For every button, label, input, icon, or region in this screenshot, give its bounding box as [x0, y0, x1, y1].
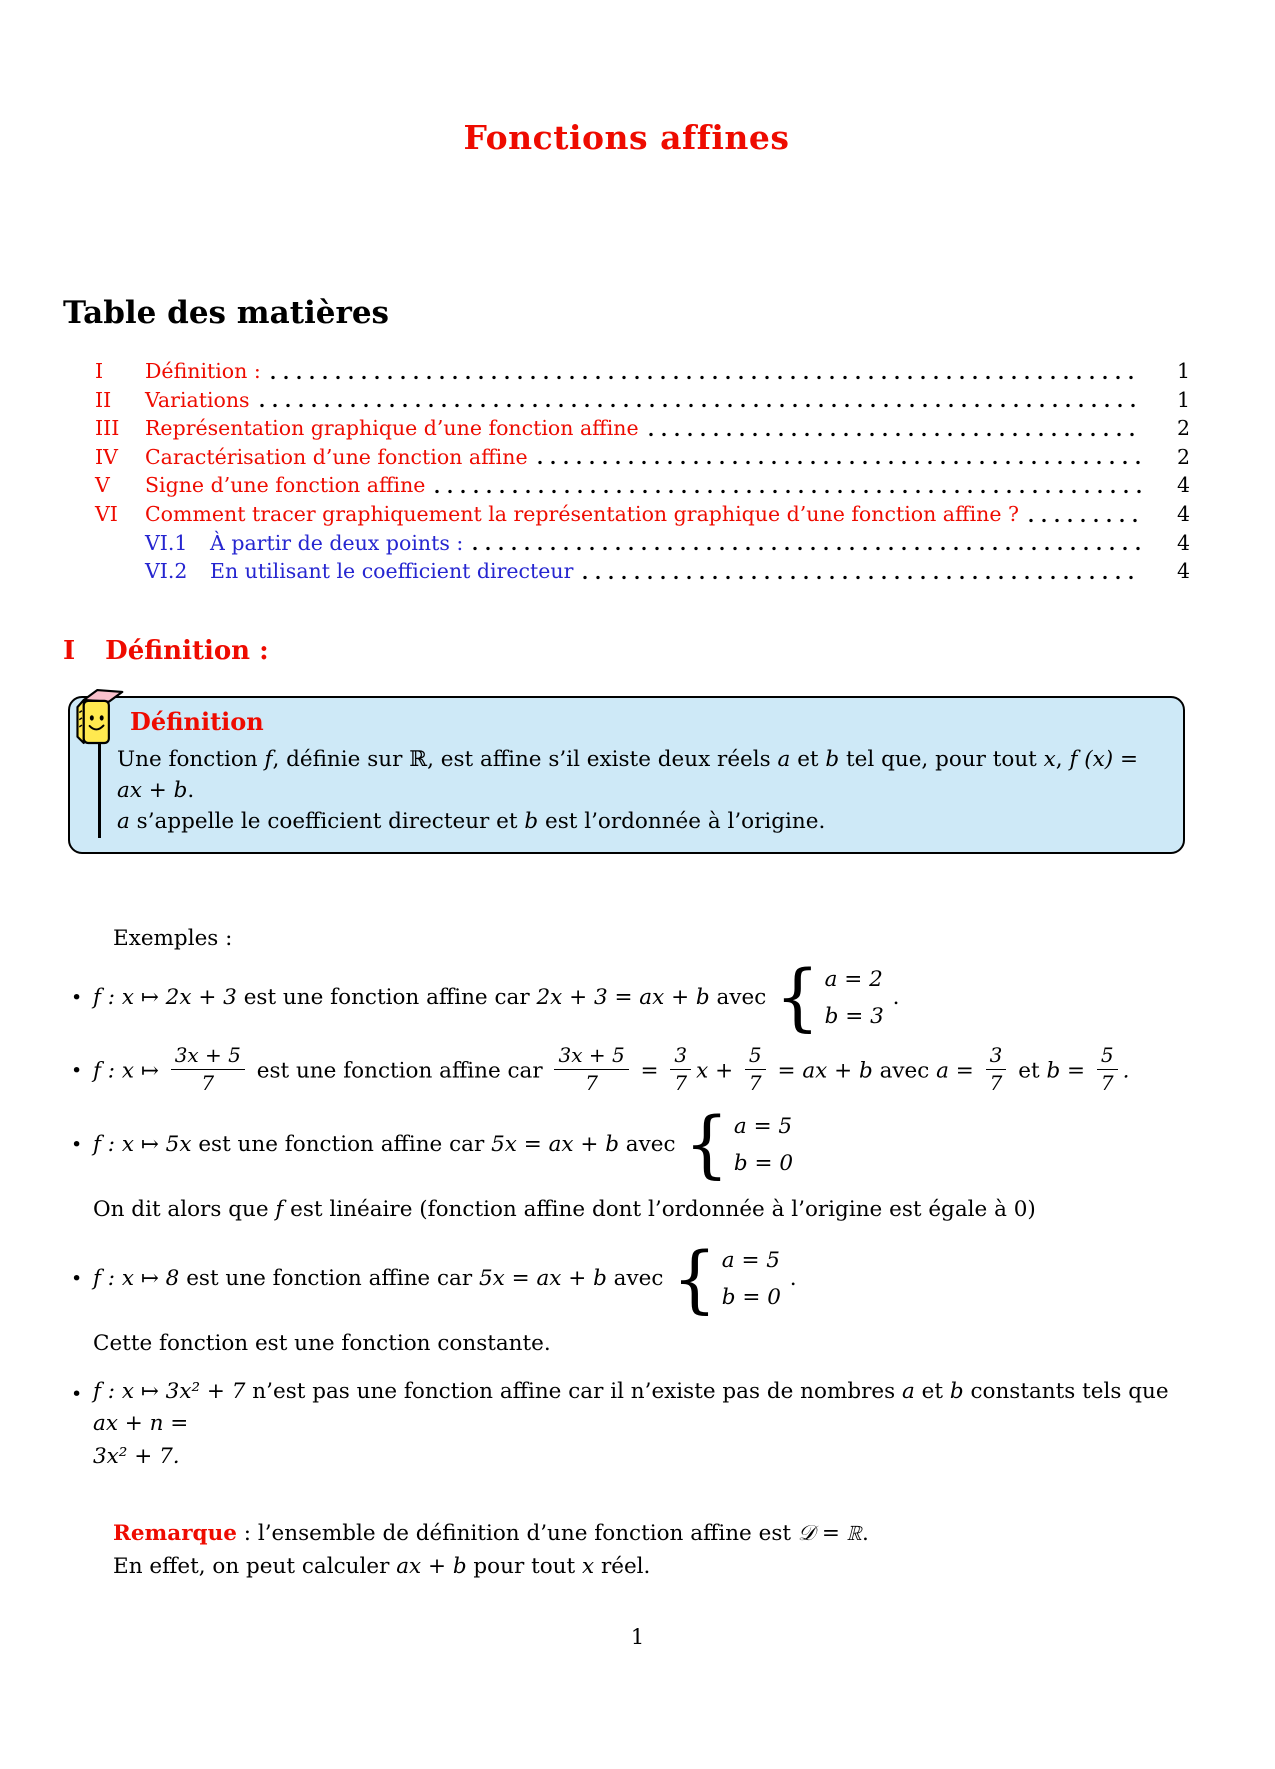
fraction [554, 1043, 628, 1096]
page-number: 1 [630, 1625, 645, 1649]
toc-entry-IV[interactable] [95, 443, 1190, 472]
text-run: . [187, 778, 195, 804]
remark-label: Remarque [113, 1520, 237, 1546]
fraction-numerator: 5 [745, 1043, 766, 1070]
math-run: a [777, 747, 791, 773]
math-run: f : x ↦ [93, 1058, 166, 1084]
math-run: b = [1046, 1058, 1092, 1084]
toc-entry-label: En utilisant le coefficient directeur [210, 559, 574, 584]
text-run: et [790, 747, 826, 773]
toc-entry-number: IV [95, 444, 118, 469]
toc-dotted-leader [260, 403, 1142, 408]
brace-row: b = 0 [721, 1284, 781, 1310]
math-run: f : x ↦ 3x² + 7 [93, 1379, 246, 1405]
text-run: En effet, on peut calculer [113, 1554, 397, 1580]
section-number: I [63, 635, 76, 666]
math-run: f : x ↦ 5x [93, 1131, 192, 1157]
fraction-denominator: 7 [1100, 1070, 1114, 1095]
text-run: est une fonction affine car [179, 1265, 479, 1291]
toc-list [63, 357, 1190, 586]
definition-line [117, 744, 1163, 806]
toc-entry-III[interactable] [95, 414, 1190, 443]
math-run: x [581, 1554, 595, 1580]
examples-list [63, 954, 1190, 1473]
text-run: est linéaire (fonction affine dont l’ordonnée à l’origine est égale à 0) [283, 1196, 1036, 1222]
text-run: On dit alors que [93, 1196, 276, 1222]
examples-heading: Exemples : [113, 925, 233, 951]
fraction-denominator: 7 [674, 1070, 688, 1095]
toc-entry-number: VI [95, 501, 118, 526]
math-run: ax + b [396, 1554, 467, 1580]
example-item [63, 954, 1190, 1041]
toc-entry-label: Représentation graphique d’une fonction affine [145, 416, 639, 441]
text-run: s’appelle le coefficient directeur et [129, 809, 525, 835]
toc-dotted-leader [435, 489, 1142, 494]
fraction [670, 1043, 691, 1096]
toc-entry-I[interactable] [95, 357, 1190, 386]
math-run: f : x ↦ 2x + 3 [93, 984, 237, 1010]
toc-dotted-leader [583, 575, 1142, 580]
bullet-marker: • [71, 1383, 83, 1406]
section-title: Définition : [105, 635, 269, 666]
left-brace-glyph: { [775, 954, 820, 1041]
fraction [986, 1043, 1007, 1096]
text-run: . [885, 984, 900, 1010]
toc-entry-label: Signe d’une fonction affine [145, 473, 426, 498]
toc-entry-page: 2 [1176, 444, 1190, 469]
bullet-marker: • [71, 986, 83, 1009]
toc-dotted-leader [473, 546, 1142, 551]
fraction [1097, 1043, 1118, 1096]
text-run: pour tout [466, 1554, 582, 1580]
math-run: 3x² + 7. [93, 1443, 180, 1469]
text-run: , définie sur ℝ, est affine s’il existe deux réels [272, 747, 778, 773]
math-run: 2x + 3 = ax + b [536, 984, 710, 1010]
remark-line [113, 1517, 1190, 1550]
bullet-marker: • [71, 1059, 83, 1082]
example-item [63, 1101, 1190, 1188]
text-run: et [1011, 1058, 1047, 1084]
text-run: avec [618, 1131, 683, 1157]
math-run: a [902, 1379, 915, 1405]
bullet-marker: • [71, 1133, 83, 1156]
text-run: est une fonction affine car [236, 984, 537, 1010]
fraction [171, 1043, 245, 1096]
toc-entry-V[interactable] [95, 471, 1190, 500]
toc-entry-page: 1 [1176, 387, 1190, 412]
page-title: Fonctions affines [463, 118, 790, 157]
text-run: constants tels que [963, 1379, 1169, 1405]
example-note [63, 1194, 1190, 1226]
left-brace-glyph: { [684, 1101, 729, 1188]
text-run: et [914, 1379, 950, 1405]
section-heading [63, 636, 1190, 666]
toc-entry-VI.2[interactable] [145, 557, 1190, 586]
text-run: réel. [594, 1554, 651, 1580]
text-run: tel que, pour tout [839, 747, 1044, 773]
toc-entry-VI[interactable] [95, 500, 1190, 529]
math-run: b [949, 1379, 964, 1405]
toc-entry-label: Définition : [145, 359, 261, 383]
fraction-numerator: 3x + 5 [554, 1043, 628, 1070]
text-run: : l’ensemble de définition d’une fonction affine est [236, 1520, 798, 1546]
toc-entry-label: Caractérisation d’une fonction affine [145, 444, 528, 469]
toc-entry-page: 4 [1176, 501, 1190, 526]
example-item [63, 1376, 1190, 1473]
brace-system [775, 954, 884, 1041]
math-run: f [275, 1196, 284, 1222]
toc-entry-label: À partir de deux points : [210, 530, 464, 555]
toc-dotted-leader [538, 460, 1142, 465]
definition-title: Définition [130, 706, 264, 736]
text-run: Une fonction [117, 747, 265, 773]
example-item [63, 1042, 1190, 1098]
remark-line [113, 1550, 1190, 1583]
fraction-numerator: 5 [1097, 1043, 1118, 1070]
example-note [63, 1328, 1190, 1360]
math-run: ax + n = [93, 1411, 189, 1437]
text-run: , [1055, 747, 1070, 773]
toc-entry-page: 4 [1176, 473, 1190, 498]
math-run: x [1043, 747, 1056, 773]
toc-entry-number: V [95, 473, 110, 498]
page-content [0, 118, 1275, 1584]
toc-entry-page: 1 [1176, 359, 1190, 383]
toc-dotted-leader [649, 432, 1142, 437]
brace-row: a = 2 [824, 966, 883, 992]
toc-entry-page: 2 [1176, 416, 1190, 441]
fraction-denominator: 7 [748, 1070, 762, 1095]
text-run: avec [606, 1265, 671, 1291]
math-run: a [117, 809, 130, 835]
math-run: 5x = ax + b [478, 1265, 607, 1291]
math-run: b [524, 809, 539, 835]
toc-entry-page: 4 [1176, 530, 1190, 555]
toc-entry-number: III [95, 416, 120, 441]
fraction-numerator: 3x + 5 [171, 1043, 245, 1070]
text-run: avec [872, 1058, 937, 1084]
text-run: Cette fonction est une fonction constante. [93, 1330, 551, 1356]
toc-entry-number: I [95, 359, 104, 383]
toc-entry-VI.1[interactable] [145, 529, 1190, 558]
brace-row: a = 5 [733, 1113, 793, 1139]
example-item [63, 1235, 1190, 1322]
toc-entry-number: II [95, 387, 112, 412]
math-run: = ax + b [770, 1058, 873, 1084]
math-run: x + [696, 1058, 740, 1084]
fraction [745, 1043, 766, 1096]
fraction-denominator: 7 [989, 1070, 1003, 1095]
fraction-numerator: 3 [986, 1043, 1007, 1070]
fraction-denominator: 7 [201, 1070, 215, 1095]
toc-entry-II[interactable] [95, 386, 1190, 415]
book-icon [73, 685, 125, 749]
brace-row: b = 0 [733, 1150, 794, 1176]
math-run: b [825, 747, 840, 773]
math-run: f [264, 747, 273, 773]
text-run: . [782, 1265, 797, 1291]
document-page [0, 118, 1275, 1769]
toc-entry-label: Variations [145, 387, 250, 412]
text-run: avec [709, 984, 774, 1010]
toc-entry-page: 4 [1176, 559, 1190, 584]
brace-rows [722, 1242, 781, 1316]
text-run: est une fonction affine car [249, 1058, 550, 1084]
brace-row: a = 5 [721, 1247, 780, 1273]
toc-dotted-leader [271, 375, 1142, 380]
text-run: est une fonction affine car [191, 1131, 492, 1157]
toc-dotted-leader [1029, 518, 1142, 523]
text-run: . [861, 1520, 869, 1546]
math-run: a = [936, 1058, 981, 1084]
math-run: 𝒟 = ℝ [797, 1520, 862, 1546]
fraction-numerator: 3 [670, 1043, 691, 1070]
brace-row: b = 3 [824, 1003, 884, 1029]
toc-heading: Table des matières [63, 295, 390, 331]
text-run: n’est pas une fonction affine car il n’existe pas de nombres [245, 1379, 902, 1405]
brace-system [684, 1101, 794, 1188]
definition-body [98, 744, 1163, 838]
math-run: f (x) = ax + b [117, 747, 1139, 804]
toc-entry-number: VI.2 [145, 559, 188, 584]
left-brace-glyph: { [672, 1235, 717, 1322]
toc-entry-label: Comment tracer graphiquement la représentation graphique d’une fonction affine ? [145, 501, 1019, 526]
math-run: f : x ↦ 8 [93, 1265, 180, 1291]
brace-system [672, 1235, 781, 1322]
remark-paragraph [113, 1517, 1190, 1584]
definition-box [68, 696, 1185, 854]
definition-line [117, 806, 1163, 837]
math-run: . [1122, 1058, 1130, 1084]
bullet-marker: • [71, 1267, 83, 1290]
toc-entry-number: VI.1 [145, 530, 188, 555]
text-run: est l’ordonnée à l’origine. [538, 809, 826, 835]
math-run: 5x = ax + b [491, 1131, 619, 1157]
brace-rows [825, 961, 884, 1035]
brace-rows [734, 1108, 793, 1182]
math-run: = [633, 1058, 666, 1084]
fraction-denominator: 7 [585, 1070, 598, 1095]
